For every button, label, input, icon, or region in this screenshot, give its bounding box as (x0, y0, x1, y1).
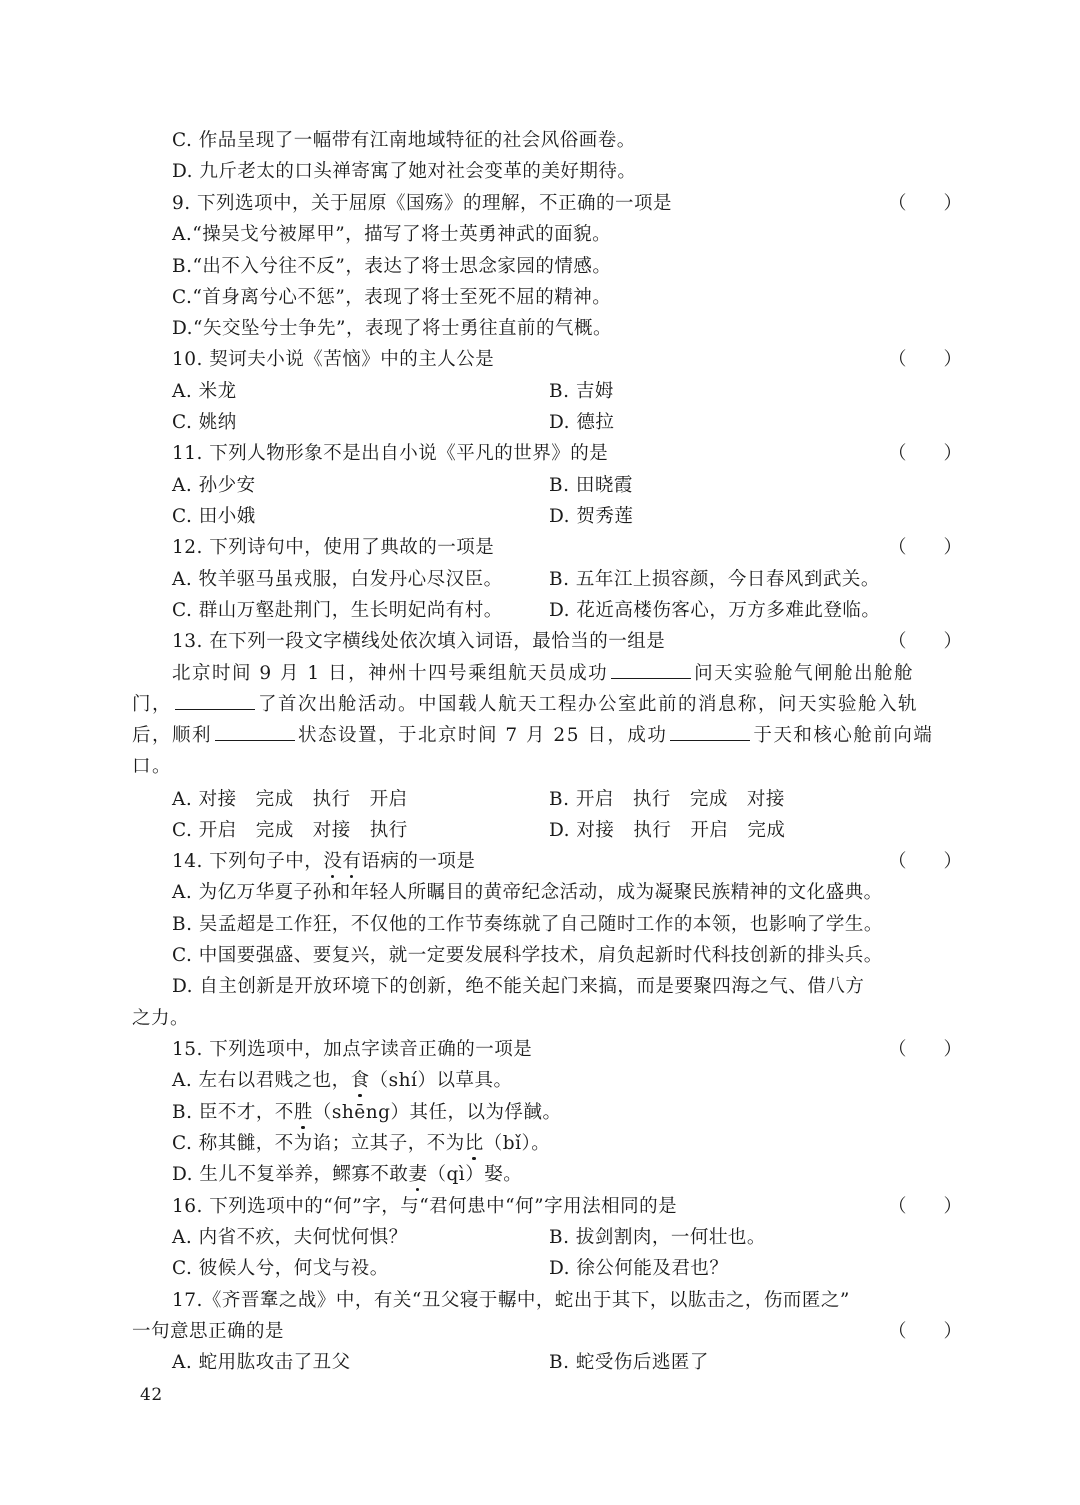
q14-stem (172, 846, 475, 877)
q12-option-a: A. 牧羊驱马虽戎服，白发丹心尽汉臣。 (172, 569, 503, 590)
q13-answer-paren: （ ） (888, 631, 963, 652)
q8-option-d: D. 九斤老太的口头禅寄寓了她对社会变革的美好期待。 (172, 161, 637, 182)
q11-stem: 11. 下列人物形象不是出自小说《平凡的世界》的是 (172, 443, 609, 464)
q12-answer-paren: （ ） (888, 537, 963, 558)
q9-option-c: C.“首身离兮心不惩”，表现了将士至死不屈的精神。 (172, 287, 612, 308)
q15a-text: A. 左右以君贱之也， (172, 1070, 351, 1091)
q15-option-d (172, 1159, 522, 1190)
q13-passage-part-2: 问天实验舱气闸舱出舱舱门， (132, 663, 915, 715)
q14-stem-pre: 14. 下列句子中， (172, 851, 324, 872)
q15a-pinyin: （shí）以草具。 (369, 1070, 513, 1091)
q15c-dotted-char: 比 (464, 1133, 484, 1154)
q14-option-c: C. 中国要强盛、要复兴，就一定要发展科学技术，肩负起新时代科技创新的排头兵。 (172, 945, 883, 966)
q13-passage-part-4: 状态设置，于北京时间 7 月 25 日，成功 (298, 725, 668, 746)
q15a-dotted-char: 食 (350, 1070, 370, 1091)
q13-passage-part-1: 北京时间 9 月 1 日，神州十四号乘组航天员成功 (172, 663, 609, 684)
q13-blank-4 (670, 722, 750, 741)
q17-answer-paren: （ ） (888, 1321, 963, 1342)
q13-option-c: C. 开启 完成 对接 执行 (172, 820, 408, 841)
q15-stem: 15. 下列选项中，加点字读音正确的一项是 (172, 1039, 533, 1060)
q11-option-d: D. 贺秀莲 (549, 506, 634, 527)
q13-option-b: B. 开启 执行 完成 对接 (549, 789, 785, 810)
q13-passage-part-5: 于天和核心舱前向端口。 (132, 725, 934, 777)
q14-emphasis-char-1: 没 (323, 851, 343, 872)
q14-option-b: B. 吴孟超是工作狂，不仅他的工作节奏练就了自己随时工作的本领，也影响了学生。 (172, 914, 883, 935)
q12-option-c: C. 群山万壑赴荆门，生长明妃尚有村。 (172, 600, 503, 621)
page-number: 42 (140, 1385, 163, 1405)
q14-answer-paren: （ ） (888, 851, 963, 872)
q15-option-a (172, 1065, 512, 1096)
q17-stem: 17.《齐晋鞌之战》中，有关“丑父寝于轏中，蛇出于其下，以肱击之，伤而匿之” (172, 1290, 850, 1311)
q14-option-a: A. 为亿万华夏子孙和年轻人所瞩目的黄帝纪念活动，成为凝聚民族精神的文化盛典。 (172, 882, 883, 903)
q13-stem: 13. 在下列一段文字横线处依次填入词语，最恰当的一组是 (172, 631, 666, 652)
q17-stem-continued: 一句意思正确的是 (132, 1321, 285, 1342)
q9-option-d: D.“矢交坠兮士争先”，表现了将士勇往直前的气概。 (172, 318, 612, 339)
q15-option-c (172, 1128, 550, 1159)
q10-option-c: C. 姚纳 (172, 412, 237, 433)
q16-answer-paren: （ ） (888, 1196, 963, 1217)
q12-option-d: D. 花近高楼伤客心，万方多难此登临。 (549, 600, 881, 621)
q17-option-b: B. 蛇受伤后逃匿了 (549, 1352, 709, 1373)
q16-option-c: C. 彼候人兮，何戈与祋。 (172, 1258, 389, 1279)
q13-option-a: A. 对接 完成 执行 开启 (172, 789, 408, 810)
q15-answer-paren: （ ） (888, 1039, 963, 1060)
q10-option-d: D. 德拉 (549, 412, 615, 433)
q10-answer-paren: （ ） (888, 349, 963, 370)
q15d-text: D. 生儿不复举养，鳏寡不敢 (172, 1164, 409, 1185)
q15d-dotted-char: 妻 (408, 1164, 428, 1185)
q9-stem: 9. 下列选项中，关于屈原《国殇》的理解，不正确的一项是 (172, 193, 673, 214)
q9-answer-paren: （ ） (888, 193, 963, 214)
q8-option-c: C. 作品呈现了一幅带有江南地域特征的社会风俗画卷。 (172, 130, 636, 151)
q13-blank-3 (215, 722, 295, 741)
q11-answer-paren: （ ） (888, 443, 963, 464)
q11-option-b: B. 田晓霞 (549, 475, 633, 496)
q15d-pinyin: （qì）娶。 (427, 1164, 523, 1185)
q13-option-d: D. 对接 执行 开启 完成 (549, 820, 786, 841)
q15-option-b (172, 1097, 562, 1128)
q14-option-d: D. 自主创新是开放环境下的创新，绝不能关起门来搞，而是要聚四海之气、借八方 (172, 976, 865, 997)
q11-option-c: C. 田小娥 (172, 506, 256, 527)
q9-option-a: A.“操吴戈兮被犀甲”，描写了将士英勇神武的面貌。 (172, 224, 612, 245)
q16-option-d: D. 徐公何能及君也？ (549, 1258, 729, 1279)
q13-passage (132, 658, 952, 782)
q12-stem: 12. 下列诗句中，使用了典故的一项是 (172, 537, 495, 558)
q14-option-d-continued: 之力。 (132, 1008, 190, 1029)
q16-option-a: A. 内省不疚，夫何忧何惧？ (172, 1227, 408, 1248)
q16-stem: 16. 下列选项中的“何”字，与“君何患中“何”字用法相同的是 (172, 1196, 678, 1217)
q12-option-b: B. 五年江上损容颜，今日春风到武关。 (549, 569, 880, 590)
q15b-text: B. 臣不才，不 (172, 1102, 294, 1123)
q15c-pinyin: （bǐ）。 (483, 1133, 551, 1154)
q10-option-b: B. 吉姆 (549, 381, 614, 402)
q13-blank-1 (611, 660, 691, 679)
q17-option-a: A. 蛇用肱攻击了丑父 (172, 1352, 351, 1373)
q13-blank-2 (175, 691, 255, 710)
q13-passage-part-3: 了首次出舱活动。中国载人航天工程办公室此前的消息称，问天实验舱入轨后，顺利 (132, 694, 919, 746)
q10-stem: 10. 契诃夫小说《苦恼》中的主人公是 (172, 349, 495, 370)
q16-option-b: B. 拔剑割肉，一何壮也。 (549, 1227, 766, 1248)
q15c-text: C. 称其雠，不为谄；立其子，不为 (172, 1133, 465, 1154)
q9-option-b: B.“出不入兮往不反”，表达了将士思念家园的情感。 (172, 256, 612, 277)
q15b-dotted-char: 胜 (293, 1102, 313, 1123)
q11-option-a: A. 孙少安 (172, 475, 256, 496)
q10-option-a: A. 米龙 (172, 381, 237, 402)
q15b-pinyin: （shēng）其任，以为俘馘。 (312, 1102, 562, 1123)
q14-stem-post: 语病的一项是 (361, 851, 476, 872)
q14-emphasis-char-2: 有 (342, 851, 362, 872)
